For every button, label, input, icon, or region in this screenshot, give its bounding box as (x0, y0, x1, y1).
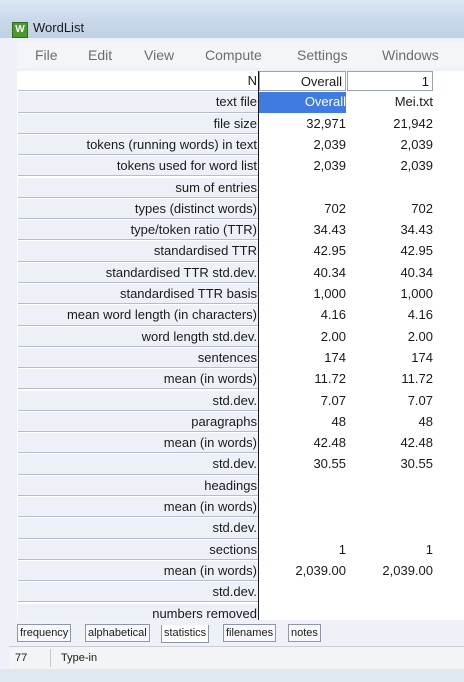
file-1-value-cell[interactable]: 2,039 (400, 158, 433, 174)
table-row[interactable] (17, 284, 464, 305)
file-1-value-cell[interactable]: 2,039.00 (382, 562, 433, 578)
file-1-value-cell[interactable] (349, 582, 433, 602)
row-label: mean word length (in characters) (18, 305, 258, 325)
status-mode: Type-in (61, 652, 98, 664)
overall-value-cell[interactable]: 4.16 (320, 307, 346, 323)
menu-compute[interactable]: Compute (205, 47, 262, 63)
menu-bar (17, 42, 464, 68)
column-divider (258, 71, 259, 620)
row-label: word length std.dev. (18, 327, 258, 347)
overall-value-cell[interactable]: 34.43 (313, 222, 346, 238)
status-separator (50, 649, 51, 667)
table-row[interactable] (17, 178, 464, 199)
table-row[interactable] (17, 561, 464, 582)
overall-value-cell[interactable]: 702 (324, 200, 346, 216)
overall-value-cell[interactable]: 1 (338, 541, 346, 557)
status-entry-count: 77 (15, 652, 28, 664)
file-1-value-cell[interactable]: 21,942 (393, 115, 433, 131)
row-label: headings (18, 476, 258, 496)
overall-value-cell[interactable]: Overall (259, 92, 346, 112)
overall-value-cell[interactable]: 2.00 (320, 328, 346, 344)
table-row[interactable] (17, 582, 464, 603)
table-row[interactable] (17, 241, 464, 262)
row-label: mean (in words) (18, 433, 258, 453)
tab-bar (17, 623, 464, 642)
file-1-value-cell[interactable]: 2,039 (400, 136, 433, 152)
overall-value-cell[interactable]: 30.55 (313, 456, 346, 472)
file-1-value-cell[interactable]: 42.48 (400, 435, 433, 451)
table-row[interactable] (17, 199, 464, 220)
table-row[interactable] (17, 348, 464, 369)
overall-value-cell[interactable]: 11.72 (314, 371, 346, 387)
table-row[interactable] (17, 114, 464, 135)
file-1-value-cell[interactable] (349, 476, 433, 496)
tab-frequency[interactable]: frequency (17, 624, 71, 642)
table-row[interactable] (17, 220, 464, 241)
file-1-value-cell[interactable]: 1,000 (400, 286, 433, 301)
file-1-value-cell[interactable] (349, 518, 433, 538)
row-label: standardised TTR std.dev. (18, 263, 258, 283)
table-row[interactable] (17, 391, 464, 412)
row-label: standardised TTR (18, 241, 258, 261)
table-row[interactable] (17, 156, 464, 177)
row-label: std.dev. (18, 391, 258, 411)
row-label: sentences (18, 348, 258, 368)
table-row[interactable] (17, 433, 464, 454)
menu-edit[interactable]: Edit (88, 47, 113, 63)
menu-view[interactable]: View (144, 47, 175, 63)
row-label: types (distinct words) (18, 199, 258, 219)
table-row[interactable] (17, 263, 464, 284)
row-label: sections (18, 540, 258, 560)
row-label: std.dev. (18, 582, 258, 602)
row-label: file size (18, 114, 258, 134)
overall-value-cell[interactable]: 7.07 (320, 392, 346, 408)
title-bar[interactable] (0, 0, 464, 38)
tab-statistics[interactable]: statistics (161, 625, 209, 643)
table-row[interactable] (17, 518, 464, 539)
tab-alphabetical[interactable]: alphabetical (85, 624, 150, 642)
overall-value-cell[interactable] (259, 476, 346, 496)
file-1-value-cell[interactable]: 1 (425, 541, 433, 557)
table-row[interactable] (17, 135, 464, 156)
file-1-value-cell[interactable]: 702 (411, 200, 433, 216)
header-row (17, 71, 464, 92)
overall-value-cell[interactable]: 2,039 (313, 158, 346, 174)
tab-notes[interactable]: notes (288, 624, 321, 642)
row-label: std.dev. (18, 454, 258, 474)
file-1-value-cell[interactable]: 48 (418, 413, 433, 429)
overall-value-cell[interactable]: 48 (331, 413, 346, 429)
overall-value-cell[interactable]: 2,039 (313, 136, 346, 152)
row-label: paragraphs (18, 412, 258, 432)
row-label: standardised TTR basis (18, 284, 258, 304)
overall-value-cell[interactable]: 174 (324, 349, 346, 365)
table-row[interactable] (17, 476, 464, 497)
file-1-value-cell[interactable]: 174 (411, 349, 433, 365)
file-1-value-cell[interactable]: 7.07 (407, 392, 433, 408)
file-1-value-cell[interactable]: 11.72 (401, 371, 433, 387)
overall-value-cell[interactable] (259, 178, 346, 198)
row-label: mean (in words) (18, 369, 258, 389)
row-label: tokens used for word list (18, 156, 258, 176)
table-row[interactable] (17, 540, 464, 561)
header-file-1[interactable]: 1 (347, 71, 433, 91)
file-1-value-cell[interactable]: 34.43 (400, 222, 433, 238)
row-label: type/token ratio (TTR) (18, 220, 258, 240)
menu-settings[interactable]: Settings (297, 47, 348, 63)
file-1-value-cell[interactable]: 4.16 (407, 307, 433, 323)
statistics-grid[interactable] (17, 71, 464, 620)
table-row[interactable] (17, 305, 464, 326)
row-label: sum of entries (18, 178, 258, 198)
overall-value-cell[interactable] (259, 518, 346, 538)
row-label: std.dev. (18, 518, 258, 538)
file-1-value-cell[interactable]: 30.55 (400, 456, 433, 472)
overall-value-cell[interactable]: 42.95 (313, 243, 346, 259)
row-label: text file (18, 92, 258, 112)
window-bottom-edge (0, 669, 464, 682)
menu-windows[interactable]: Windows (382, 47, 439, 63)
status-bar (9, 646, 464, 669)
file-1-value-cell[interactable] (349, 604, 433, 621)
row-label: tokens (running words) in text (18, 135, 258, 155)
file-1-value-cell[interactable]: 2.00 (407, 328, 433, 344)
overall-value-cell[interactable]: 1,000 (313, 286, 346, 301)
table-row[interactable] (17, 454, 464, 475)
table-row[interactable] (17, 497, 464, 518)
window-title: WordList (33, 20, 85, 35)
file-1-value-cell[interactable]: 40.34 (400, 264, 433, 280)
overall-value-cell[interactable] (259, 604, 346, 621)
file-1-value-cell[interactable]: 42.95 (400, 243, 433, 259)
overall-value-cell[interactable] (259, 497, 346, 517)
overall-value-cell[interactable]: 2,039.00 (295, 562, 346, 578)
file-1-value-cell[interactable] (349, 178, 433, 198)
row-label: numbers removed (18, 604, 258, 621)
file-1-value-cell[interactable]: Mei.txt (394, 94, 433, 110)
overall-value-cell[interactable]: 42.48 (313, 435, 346, 451)
table-row[interactable] (17, 327, 464, 348)
row-label: mean (in words) (18, 561, 258, 581)
table-row[interactable] (17, 369, 464, 390)
table-row[interactable] (17, 412, 464, 433)
table-row[interactable] (17, 604, 464, 621)
overall-value-cell[interactable] (259, 582, 346, 602)
overall-value-cell[interactable]: 32,971 (306, 115, 346, 131)
menu-file[interactable]: File (35, 47, 58, 63)
overall-value-cell[interactable]: 40.34 (313, 264, 346, 280)
table-row[interactable] (17, 92, 464, 113)
row-label: mean (in words) (18, 497, 258, 517)
wordlist-app-icon: W (12, 22, 28, 38)
header-n[interactable]: N (18, 71, 258, 91)
header-overall[interactable]: Overall (259, 71, 346, 91)
tab-filenames[interactable]: filenames (223, 624, 276, 642)
file-1-value-cell[interactable] (349, 497, 433, 517)
